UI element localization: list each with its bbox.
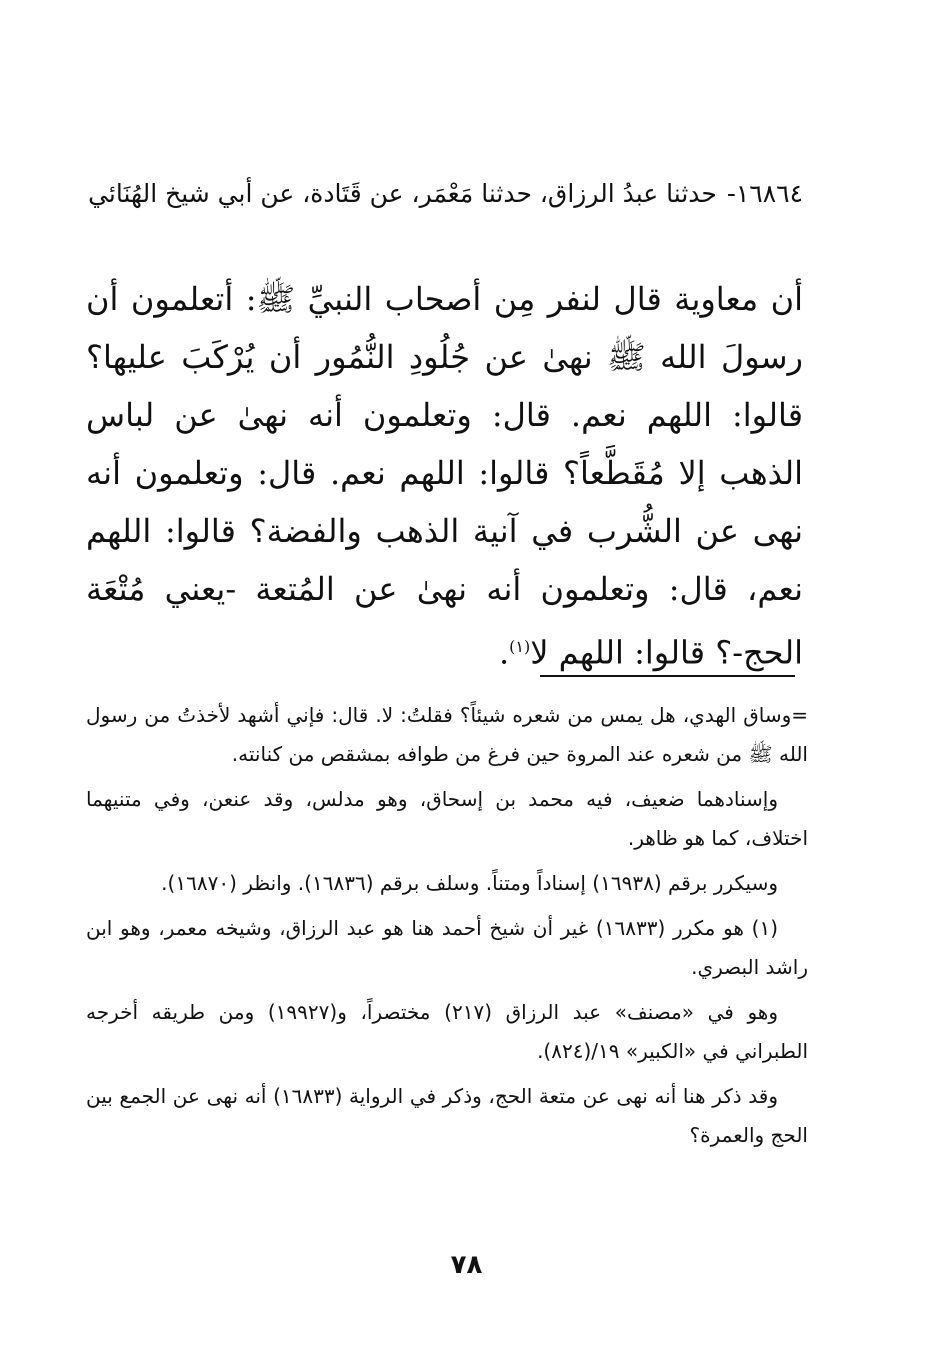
footnote-continuation: =وساق الهدي، هل يمس من شعره شيئاً؟ فقلتُ: لا. قال: فإني أشهد لأخذتُ من رسول الله ﷺ من شعره عند المروة حين فرغ من طوافه بمشقص من كنانته. bbox=[86, 703, 808, 766]
hadith-number: ١٦٨٦٤- bbox=[726, 179, 803, 208]
footnote-divider bbox=[540, 675, 795, 677]
matn-text: أن معاوية قال لنفر مِن أصحاب النبيِّ ﷺ: أتعلمون أن رسولَ الله ﷺ نهىٰ عن جُلُودِ النُّمُور أن يُرْكَبَ عليها؟ قالوا: اللهم نعم. قال: وتعلمون أنه نهىٰ عن لباس الذهب إلا مُقَطَّعاً؟ قالوا: اللهم نعم. قال: وتعلمون أنه نهى عن الشُّرب في آنية الذهب والفضة؟ قالوا: اللهم نعم، قال: وتعلمون أنه نهىٰ عن المُتعة -يعني مُتْعَة الحج-؟ قالوا: اللهم لا bbox=[86, 280, 803, 672]
footnote-paragraph: وسيكرر برقم (١٦٩٣٨) إسناداً ومتناً. وسلف برقم (١٦٨٣٦). وانظر (١٦٨٧٠). bbox=[161, 871, 778, 895]
footnotes-section bbox=[86, 696, 808, 1161]
page-number: ٧٨ bbox=[450, 1250, 483, 1280]
hadith-isnad bbox=[86, 170, 803, 217]
footnote-paragraph: وقد ذكر هنا أنه نهى عن متعة الحج، وذكر في الرواية (١٦٨٣٣) أنه نهى عن الجمع بين الحج والعمرة؟ bbox=[86, 1084, 808, 1147]
footnote-reference[interactable]: (١) bbox=[509, 637, 531, 656]
footnote-paragraph: وهو في «مصنف» عبد الرزاق (٢١٧) مختصراً، و(١٩٩٢٧) ومن طريقه أخرجه الطبراني في «الكبير» ١٩/(٨٢٤). bbox=[86, 1000, 808, 1063]
isnad-text: حدثنا عبدُ الرزاق، حدثنا مَعْمَر، عن قَتَادة، عن أبي شيخ الهُنَائي bbox=[88, 179, 717, 208]
matn-end-mark: . bbox=[498, 633, 510, 672]
footnote-paragraph: وإسنادهما ضعيف، فيه محمد بن إسحاق، وهو مدلس، وقد عنعن، وفي متنيهما اختلاف، كما هو ظاهر. bbox=[86, 787, 808, 850]
footnote-1: (١) هو مكرر (١٦٨٣٣) غير أن شيخ أحمد هنا هو عبد الرزاق، وشيخه معمر، وهو ابن راشد البصري. bbox=[86, 916, 808, 979]
hadith-matn bbox=[86, 270, 803, 682]
